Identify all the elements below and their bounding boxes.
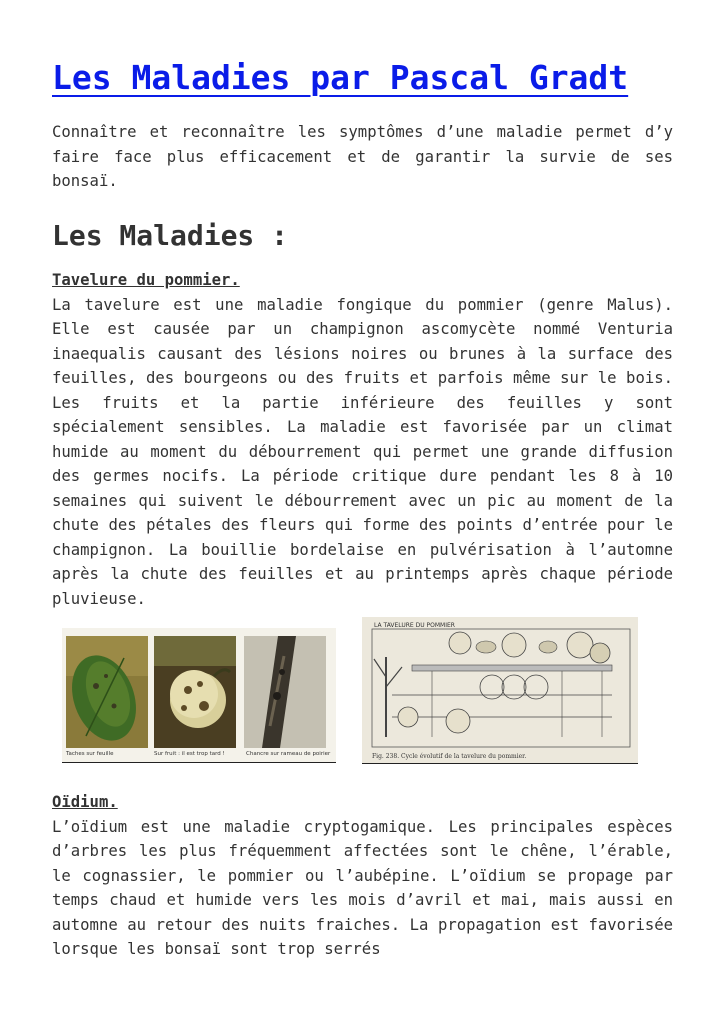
- paragraph-oidium: L’oïdium est une maladie cryptogamique. Les principales espèces d’arbres les plus fréquemment affectées sont le chêne, l’érable, le cognassier, le pommier ou l’aubépine. L’oïdium se propage par temps chaud et humide vers les mois d’avril et mai, mais aussi en automne au retour des nuits fraiches. La propagation est favorisée lorsque les bonsaï sont trop serrés: [52, 817, 673, 958]
- cycle-drawing: [362, 617, 638, 751]
- article-title-link[interactable]: Les Maladies par Pascal Gradt: [52, 58, 629, 97]
- figure1-caption-branch: Chancre sur rameau de poirier: [246, 751, 331, 757]
- subheading-tavelure: Tavelure du pommier.: [52, 271, 240, 289]
- intro-paragraph: Connaître et reconnaître les symptômes d’une maladie permet d’y faire face plus efficacement et de garantir la survie de ses bonsaï.: [52, 123, 673, 190]
- fruit-photo: [154, 636, 236, 748]
- section-heading: Les Maladies :: [52, 219, 289, 252]
- figure1-caption-fruit: Sur fruit : il est trop tard !: [154, 751, 225, 757]
- paragraph-tavelure: La tavelure est une maladie fongique du pommier (genre Malus). Elle est causée par un champignon ascomycète nommé Venturia inaequalis causant des lésions noires ou brunes à la surface des feuilles, des bourgeons ou des fruits et parfois même sur le bois. Les fruits et la partie inférieure des feuilles y sont spécialement sensibles. La maladie est favorisée par un climat humide au moment du débourrement qui permet une grande diffusion des germes nocifs. La période critique dure pendant les 8 à 10 semaines qui suivent le débourrement avec un pic au moment de la chute des pétales des fleurs qui forme des points d’entrée pour le champignon. La bouillie bordelaise en pulvérisation à l’automne après la chute des feuilles et au printemps après chaque période pluvieuse.: [52, 295, 673, 608]
- subheading-oidium: Oïdium.: [52, 793, 118, 811]
- tavelure-cycle-diagram: [362, 617, 638, 764]
- section-oidium: [52, 790, 673, 962]
- diagram-label: LA TAVELURE DU POMMIER: [374, 622, 455, 629]
- leaf-spots-photo: [66, 636, 148, 748]
- diagram-caption: Fig. 238. Cycle évolutif de la tavelure du pommier.: [372, 753, 527, 760]
- figure1-caption-leaf: Taches sur feuille: [66, 751, 114, 757]
- section-tavelure: [52, 268, 673, 611]
- tavelure-photos-image: [62, 628, 336, 763]
- branch-photo: [244, 636, 326, 748]
